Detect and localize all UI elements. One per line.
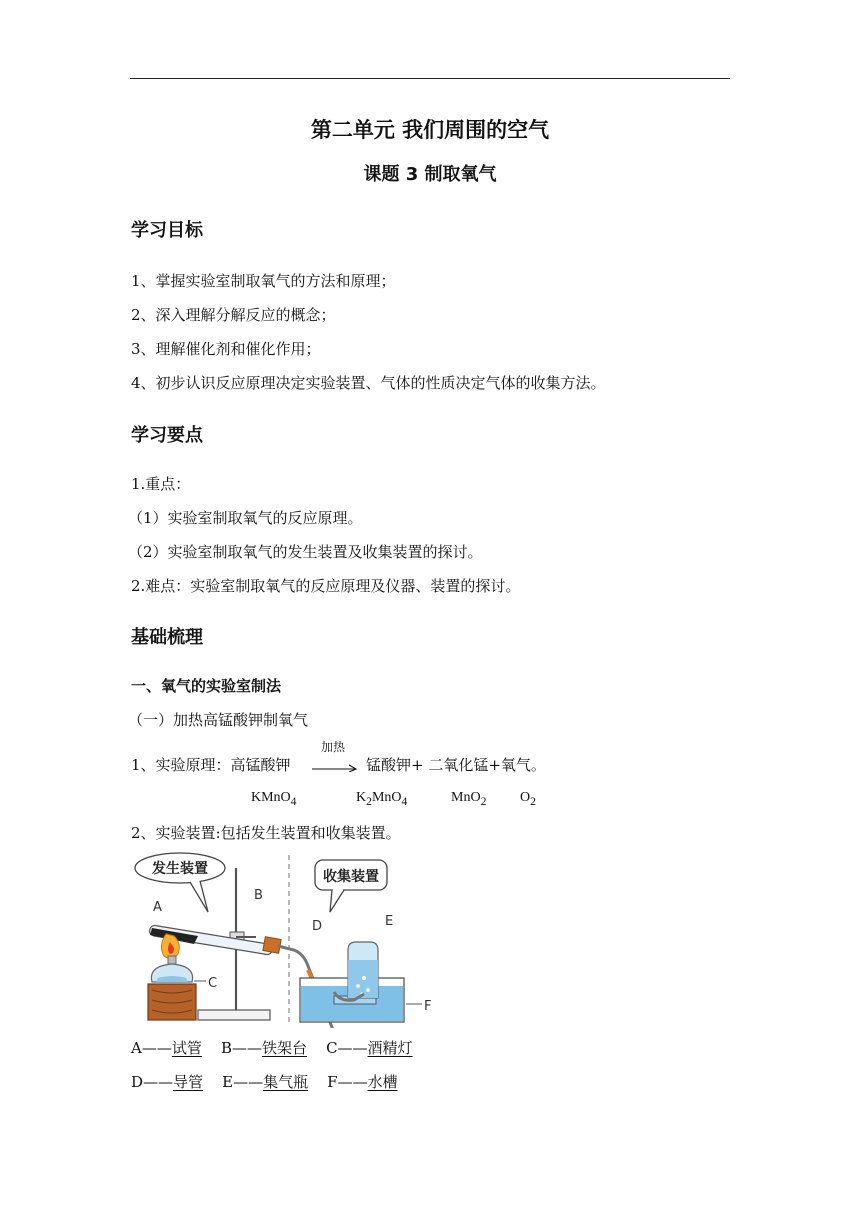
objective-item: 2、深入理解分解反应的概念； bbox=[131, 306, 336, 324]
reaction-arrow bbox=[311, 760, 361, 772]
svg-text:E: E bbox=[385, 914, 394, 929]
gas-jar bbox=[348, 942, 378, 998]
subsection-heading: （一）加热高锰酸钾制氧气 bbox=[128, 711, 309, 729]
generation-bubble bbox=[135, 853, 225, 912]
focus-label: 1.重点： bbox=[131, 475, 191, 493]
objective-item: 3、理解催化剂和催化作用； bbox=[131, 340, 321, 358]
principle-prefix: 1、实验原理：高锰酸钾 bbox=[131, 756, 291, 774]
svg-text:A: A bbox=[153, 900, 162, 915]
parts-row-1: A——试管 B——铁架台 C——酒精灯 bbox=[131, 1039, 413, 1057]
svg-text:发生装置: 发生装置 bbox=[152, 861, 208, 877]
apparatus-line: 2、实验装置:包括发生装置和收集装置。 bbox=[131, 824, 401, 842]
lesson-title: 课题 3 制取氧气 bbox=[363, 164, 497, 185]
svg-text:B: B bbox=[254, 888, 263, 903]
basics-heading: 基础梳理 bbox=[131, 627, 203, 648]
focus-item: （1）实验室制取氧气的反应原理。 bbox=[128, 509, 363, 527]
apparatus-figure bbox=[128, 850, 448, 1028]
objectives-heading: 学习目标 bbox=[131, 220, 203, 241]
difficulty-line: 2.难点：实验室制取氧气的反应原理及仪器、装置的探讨。 bbox=[131, 577, 521, 595]
formula-o2: $O_2$ bbox=[520, 790, 536, 808]
formula-mno2: MnO$_2$ bbox=[451, 790, 487, 808]
reaction-products: 锰酸钾+ 二氧化锰+氧气。 bbox=[366, 756, 546, 774]
wood-block bbox=[148, 984, 196, 1020]
section-heading: 一、氧气的实验室制法 bbox=[131, 677, 282, 695]
unit-title: 第二单元 我们周围的空气 bbox=[310, 118, 550, 142]
objective-item: 4、初步认识反应原理决定实验装置、气体的性质决定气体的收集方法。 bbox=[131, 374, 606, 392]
objective-item: 1、掌握实验室制取氧气的方法和原理； bbox=[131, 272, 396, 290]
svg-text:收集装置: 收集装置 bbox=[323, 869, 379, 885]
header-rule bbox=[130, 78, 730, 79]
svg-text:C: C bbox=[208, 976, 218, 991]
svg-text:F: F bbox=[424, 999, 432, 1014]
reaction-condition: 加热 bbox=[321, 740, 346, 754]
collection-bubble bbox=[315, 860, 387, 912]
parts-row-2: D——导管 E——集气瓶 F——水槽 bbox=[131, 1073, 398, 1091]
svg-text:D: D bbox=[312, 919, 323, 934]
focus-item: （2）实验室制取氧气的发生装置及收集装置的探讨。 bbox=[128, 543, 483, 561]
keypoints-heading: 学习要点 bbox=[131, 425, 203, 446]
formula-kmno4: KMnO$_4$ bbox=[251, 790, 297, 808]
formula-k2mno4: $K_2MnO_4$ bbox=[356, 790, 408, 808]
